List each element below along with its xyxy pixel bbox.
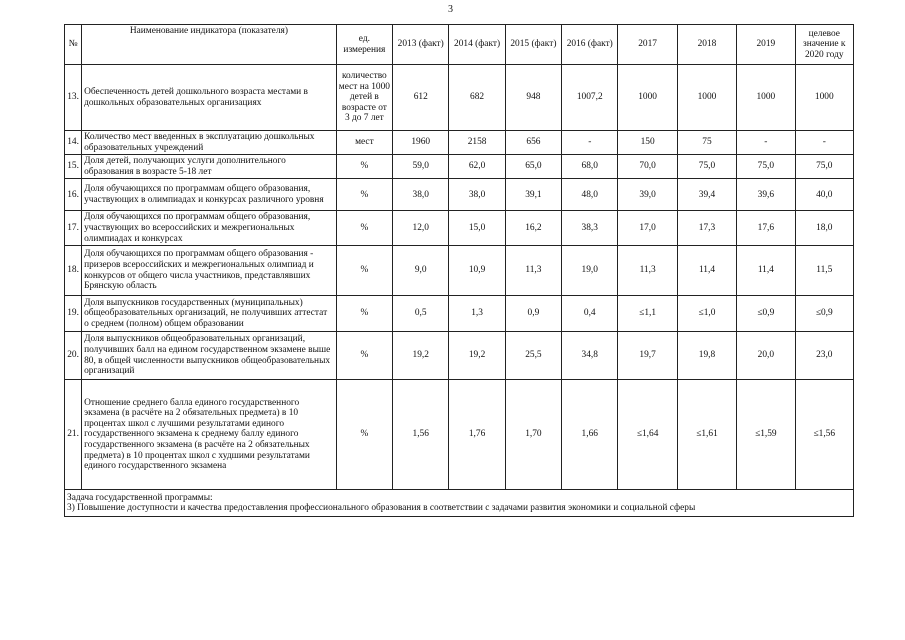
unit-cell: % xyxy=(336,211,392,246)
value-2019: ≤0,9 xyxy=(737,296,795,332)
row-number: 19. xyxy=(65,296,82,332)
value-2015: 1,70 xyxy=(505,380,561,490)
unit-cell: % xyxy=(336,296,392,332)
target-value: 1000 xyxy=(795,65,853,131)
value-2019: 11,4 xyxy=(737,246,795,296)
value-2014: 62,0 xyxy=(449,155,505,179)
indicator-name: Отношение среднего балла единого государственного экзамена (в расчёте на 2 обязательных предмета) в 10 процентах школ с лучшими результатами единого государственного экзамена к среднему баллу единого государственного экзамена (в расчёте на 2 обязательных предмета) в 10 процентах школ с худшими результатами единого государственного экзамена xyxy=(82,380,337,490)
value-2016: - xyxy=(562,131,618,155)
target-value: ≤1,56 xyxy=(795,380,853,490)
value-2017: ≤1,64 xyxy=(618,380,677,490)
table-row xyxy=(65,65,854,131)
indicator-name: Доля обучающихся по программам общего образования, участвующих во всероссийских и межрегиональных олимпиадах и конкурсах xyxy=(82,211,337,246)
value-2017: 17,0 xyxy=(618,211,677,246)
value-2014: 2158 xyxy=(449,131,505,155)
value-2016: 1007,2 xyxy=(562,65,618,131)
unit-cell: % xyxy=(336,155,392,179)
unit-cell: % xyxy=(336,246,392,296)
header-2019: 2019 xyxy=(737,25,795,65)
target-value: ≤0,9 xyxy=(795,296,853,332)
value-2017: 19,7 xyxy=(618,332,677,380)
header-2018: 2018 xyxy=(677,25,736,65)
value-2013: 1960 xyxy=(393,131,449,155)
unit-cell: % xyxy=(336,179,392,211)
value-2019: 75,0 xyxy=(737,155,795,179)
indicator-name: Доля выпускников общеобразовательных организаций, получивших балл на едином государственном экзамене выше 80, в общей численности выпускников общеобразовательных организаций xyxy=(82,332,337,380)
target-value: 11,5 xyxy=(795,246,853,296)
row-number: 21. xyxy=(65,380,82,490)
row-number: 17. xyxy=(65,211,82,246)
unit-cell: % xyxy=(336,380,392,490)
row-number: 20. xyxy=(65,332,82,380)
value-2019: 39,6 xyxy=(737,179,795,211)
indicator-name: Доля детей, получающих услуги дополнительного образования в возрасте 5-18 лет xyxy=(82,155,337,179)
value-2016: 0,4 xyxy=(562,296,618,332)
indicator-name: Доля обучающихся по программам общего образования, участвующих в олимпиадах и конкурсах различного уровня xyxy=(82,179,337,211)
header-2015: 2015 (факт) xyxy=(505,25,561,65)
value-2019: 1000 xyxy=(737,65,795,131)
value-2017: ≤1,1 xyxy=(618,296,677,332)
value-2013: 9,0 xyxy=(393,246,449,296)
value-2014: 15,0 xyxy=(449,211,505,246)
target-value: 23,0 xyxy=(795,332,853,380)
value-2014: 38,0 xyxy=(449,179,505,211)
value-2013: 38,0 xyxy=(393,179,449,211)
target-value: 75,0 xyxy=(795,155,853,179)
value-2017: 1000 xyxy=(618,65,677,131)
value-2014: 19,2 xyxy=(449,332,505,380)
task-cell xyxy=(65,490,854,517)
target-value: 18,0 xyxy=(795,211,853,246)
value-2019: 20,0 xyxy=(737,332,795,380)
value-2014: 682 xyxy=(449,65,505,131)
table-row xyxy=(65,380,854,490)
value-2017: 39,0 xyxy=(618,179,677,211)
indicator-name: Количество мест введенных в эксплуатацию дошкольных образовательных учреждений xyxy=(82,131,337,155)
header-2014: 2014 (факт) xyxy=(449,25,505,65)
value-2015: 0,9 xyxy=(505,296,561,332)
value-2015: 656 xyxy=(505,131,561,155)
table-row xyxy=(65,211,854,246)
value-2016: 48,0 xyxy=(562,179,618,211)
value-2015: 65,0 xyxy=(505,155,561,179)
indicator-name: Доля обучающихся по программам общего образования - призеров всероссийских и межрегиональных олимпиад и конкурсов от общего числа участников, представлявших Брянскую область xyxy=(82,246,337,296)
value-2016: 68,0 xyxy=(562,155,618,179)
value-2013: 0,5 xyxy=(393,296,449,332)
value-2019: ≤1,59 xyxy=(737,380,795,490)
value-2018: 1000 xyxy=(677,65,736,131)
value-2018: 19,8 xyxy=(677,332,736,380)
value-2018: 75,0 xyxy=(677,155,736,179)
value-2016: 1,66 xyxy=(562,380,618,490)
target-value: 40,0 xyxy=(795,179,853,211)
value-2013: 612 xyxy=(393,65,449,131)
value-2015: 39,1 xyxy=(505,179,561,211)
value-2017: 150 xyxy=(618,131,677,155)
unit-cell: количество мест на 1000 детей в возрасте от 3 до 7 лет xyxy=(336,65,392,131)
value-2014: 10,9 xyxy=(449,246,505,296)
value-2017: 70,0 xyxy=(618,155,677,179)
value-2015: 16,2 xyxy=(505,211,561,246)
header-2013: 2013 (факт) xyxy=(393,25,449,65)
page-number: 3 xyxy=(448,4,453,15)
table-row xyxy=(65,155,854,179)
value-2016: 38,3 xyxy=(562,211,618,246)
header-num: № xyxy=(65,25,82,65)
table-row xyxy=(65,296,854,332)
value-2018: 11,4 xyxy=(677,246,736,296)
row-number: 14. xyxy=(65,131,82,155)
value-2013: 1,56 xyxy=(393,380,449,490)
unit-cell: % xyxy=(336,332,392,380)
value-2015: 948 xyxy=(505,65,561,131)
indicator-name: Обеспеченность детей дошкольного возраста местами в дошкольных образовательных организациях xyxy=(82,65,337,131)
header-target: целевое значение к 2020 году xyxy=(795,25,853,65)
table-row xyxy=(65,332,854,380)
value-2018: ≤1,0 xyxy=(677,296,736,332)
value-2015: 11,3 xyxy=(505,246,561,296)
value-2015: 25,5 xyxy=(505,332,561,380)
indicator-name: Доля выпускников государственных (муниципальных) общеобразовательных организаций, не получивших аттестат о среднем (полном) общем образовании xyxy=(82,296,337,332)
table-row xyxy=(65,179,854,211)
row-number: 16. xyxy=(65,179,82,211)
value-2018: 17,3 xyxy=(677,211,736,246)
value-2018: 75 xyxy=(677,131,736,155)
indicators-table xyxy=(64,24,854,517)
task-row xyxy=(65,490,854,517)
value-2017: 11,3 xyxy=(618,246,677,296)
value-2014: 1,76 xyxy=(449,380,505,490)
row-number: 13. xyxy=(65,65,82,131)
value-2013: 12,0 xyxy=(393,211,449,246)
value-2018: 39,4 xyxy=(677,179,736,211)
value-2013: 59,0 xyxy=(393,155,449,179)
row-number: 18. xyxy=(65,246,82,296)
header-indicator-name: Наименование индикатора (показателя) xyxy=(82,25,337,65)
value-2019: - xyxy=(737,131,795,155)
table-header-row xyxy=(65,25,854,65)
header-unit: ед. измерения xyxy=(336,25,392,65)
table-row xyxy=(65,131,854,155)
unit-cell: мест xyxy=(336,131,392,155)
value-2018: ≤1,61 xyxy=(677,380,736,490)
value-2019: 17,6 xyxy=(737,211,795,246)
value-2013: 19,2 xyxy=(393,332,449,380)
header-2017: 2017 xyxy=(618,25,677,65)
task-text: 3) Повышение доступности и качества предоставления профессионального образования в соответствии с задачами развития экономики и социальной сферы xyxy=(67,503,696,514)
table-row xyxy=(65,246,854,296)
task-title: Задача государственной программы: xyxy=(67,492,213,503)
target-value: - xyxy=(795,131,853,155)
row-number: 15. xyxy=(65,155,82,179)
header-2016: 2016 (факт) xyxy=(562,25,618,65)
value-2016: 19,0 xyxy=(562,246,618,296)
value-2016: 34,8 xyxy=(562,332,618,380)
value-2014: 1,3 xyxy=(449,296,505,332)
